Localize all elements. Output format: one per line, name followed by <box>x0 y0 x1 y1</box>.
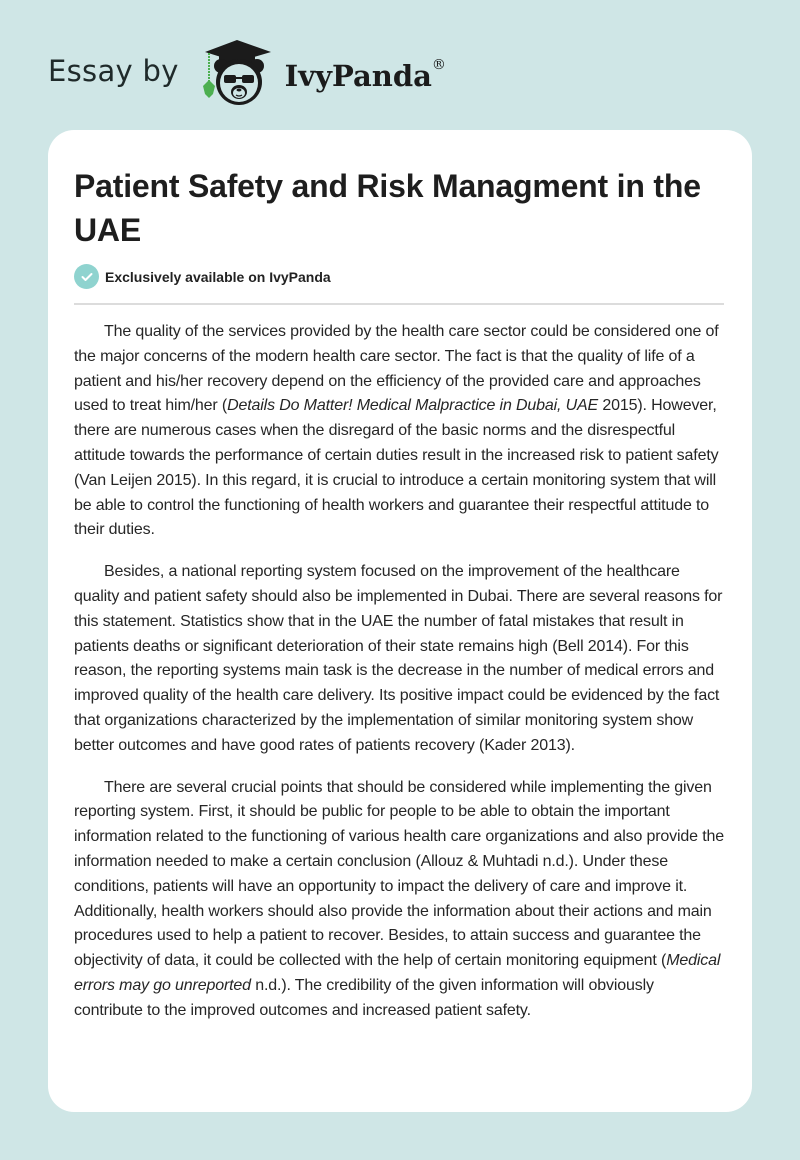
registered-mark: ® <box>431 57 446 73</box>
check-circle-icon <box>74 264 99 289</box>
brand-name[interactable] <box>285 59 446 93</box>
essay-card <box>48 130 752 1112</box>
essay-body <box>74 320 724 1041</box>
citation-title: Medical errors may go unreported <box>74 952 721 994</box>
brand-text: IvyPanda <box>284 59 432 93</box>
panda-graduate-icon[interactable] <box>195 36 279 110</box>
citation-title: Details Do Matter! Medical Malpractice in Dubai, UAE <box>227 397 599 415</box>
exclusive-badge <box>74 264 331 289</box>
paragraph-text: There are several crucial points that should be considered while implementing the given reporting system. First, it should be public for people to be able to obtain the important information related to the functioning of various health care organizations and also provide the information needed to make a certain conclusion (Allouz & Muhtadi n.d.). Under these conditions, patients will have an opportunity to impact the delivery of care and improve it. Additionally, health workers should also provide the information about their actions and main procedures used to help a patient to recover. Besides, to attain success and guarantee the objectivity of data, it could be collected with the help of certain monitoring equipment ( <box>74 778 725 970</box>
divider <box>74 303 724 305</box>
paragraph-text: The quality of the services provided by the health care sector could be considered one of the major concerns of the modern health care sector. The fact is that the quality of life of a patient and his/her recovery depend on the efficiency of the provided care and approaches used to treat him/her ( <box>74 323 719 415</box>
paragraph-1 <box>74 320 724 543</box>
page-title: Patient Safety and Risk Managment in the UAE <box>74 168 701 248</box>
essay-by-label: Essay by <box>48 54 179 88</box>
paragraph-3 <box>74 776 724 1024</box>
site-header <box>48 36 446 110</box>
exclusive-label: Exclusively available on IvyPanda <box>105 268 331 285</box>
paragraph-2: Besides, a national reporting system focused on the improvement of the healthcare quality and patient safety should also be implemented in Dubai. There are several reasons for this statement. Statistics show that in the UAE the number of fatal mistakes that result in patients deaths or significant deterioration of their state remains high (Bell 2014). For this reason, the reporting systems main task is the decrease in the number of medical errors and improved quality of the health care delivery. Its positive impact could be evidenced by the fact that organizations characterized by the implementation of similar monitoring system show better outcomes and have good rates of patients recovery (Kader 2013). <box>74 563 723 754</box>
paragraph-text: 2015). However, there are numerous cases when the disregard of the basic norms and the disrespectful attitude towards the performance of certain duties result in the increased risk to patient safety (Van Leijen 2015). In this regard, it is crucial to introduce a certain monitoring system that will be able to control the functioning of health workers and guarantee their respectful attitude to their duties. <box>74 397 719 539</box>
paragraph-text: n.d.). The credibility of the given information will obviously contribute to the improved outcomes and increased patient safety. <box>74 976 654 1019</box>
